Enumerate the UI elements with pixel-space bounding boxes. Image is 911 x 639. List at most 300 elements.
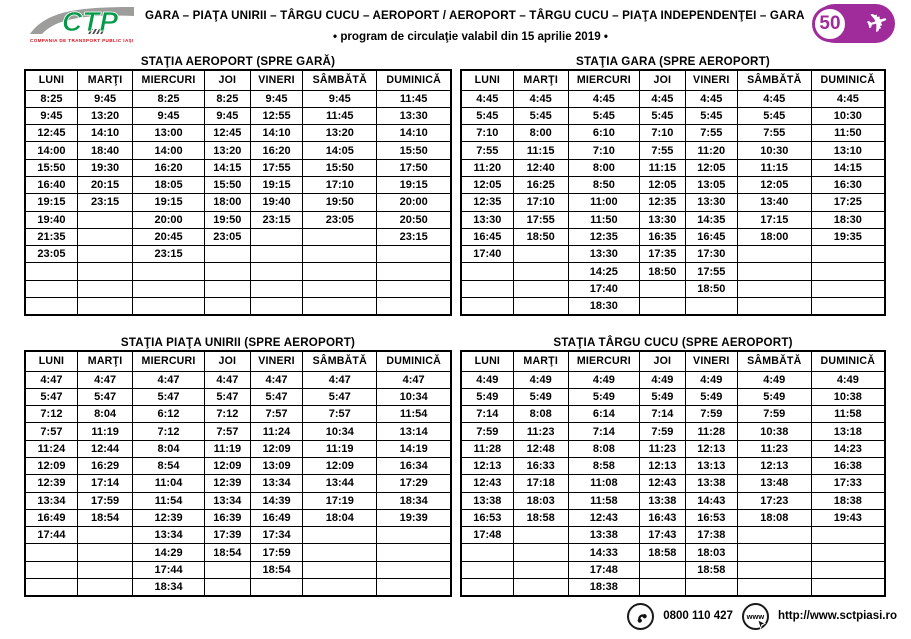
time-cell: 8:25 xyxy=(133,90,205,107)
time-cell: 7:55 xyxy=(737,125,811,142)
time-cell: 14:39 xyxy=(250,492,302,509)
table-row xyxy=(461,176,885,193)
table-row xyxy=(25,388,451,405)
day-header: DUMINICĂ xyxy=(377,351,451,371)
time-cell xyxy=(461,280,513,297)
time-cell: 7:12 xyxy=(204,406,250,423)
table-row xyxy=(25,90,451,107)
time-cell: 13:09 xyxy=(250,457,302,474)
table-row xyxy=(461,298,885,315)
contact-footer xyxy=(627,601,897,631)
time-cell: 5:45 xyxy=(461,107,513,124)
time-cell: 11:00 xyxy=(568,194,639,211)
time-cell xyxy=(737,280,811,297)
time-cell: 12:43 xyxy=(568,509,639,526)
time-cell xyxy=(303,298,377,315)
time-cell xyxy=(513,298,568,315)
time-cell xyxy=(204,298,250,315)
phone-icon xyxy=(627,603,654,630)
time-cell: 18:50 xyxy=(513,228,568,245)
time-cell: 11:04 xyxy=(133,475,205,492)
time-cell: 5:49 xyxy=(737,388,811,405)
time-cell: 7:59 xyxy=(685,406,737,423)
time-cell xyxy=(77,298,132,315)
time-cell: 23:05 xyxy=(204,228,250,245)
time-cell: 8:58 xyxy=(568,457,639,474)
day-header-row xyxy=(25,351,451,371)
time-cell: 14:19 xyxy=(377,440,451,457)
logo-subtext: COMPANIA DE TRANSPORT PUBLIC IAŞI xyxy=(30,38,134,43)
time-cell: 13:34 xyxy=(25,492,77,509)
time-cell xyxy=(513,544,568,561)
time-cell: 14:15 xyxy=(811,159,885,176)
time-cell: 13:38 xyxy=(568,527,639,544)
time-cell: 19:39 xyxy=(377,509,451,526)
time-cell xyxy=(77,211,132,228)
time-cell: 15:50 xyxy=(377,142,451,159)
time-cell: 18:00 xyxy=(737,228,811,245)
time-cell xyxy=(639,579,685,596)
logo-text: CTP xyxy=(62,6,118,37)
time-cell xyxy=(250,228,302,245)
time-cell: 19:40 xyxy=(25,211,77,228)
time-cell: 4:47 xyxy=(377,371,451,388)
time-cell: 16:25 xyxy=(513,176,568,193)
time-cell xyxy=(303,228,377,245)
time-cell: 19:43 xyxy=(811,509,885,526)
day-header: LUNI xyxy=(461,70,513,90)
time-cell: 12:40 xyxy=(513,159,568,176)
time-cell: 16:29 xyxy=(77,457,132,474)
time-cell: 11:45 xyxy=(303,107,377,124)
table-row xyxy=(25,246,451,263)
time-cell: 11:08 xyxy=(568,475,639,492)
day-header-row xyxy=(25,70,451,90)
time-cell: 13:18 xyxy=(811,423,885,440)
time-cell: 12:35 xyxy=(461,194,513,211)
time-cell xyxy=(303,579,377,596)
time-cell: 19:15 xyxy=(377,176,451,193)
time-cell xyxy=(737,544,811,561)
time-cell: 16:40 xyxy=(25,176,77,193)
time-cell xyxy=(513,263,568,280)
day-header: MARŢI xyxy=(77,351,132,371)
time-cell: 13:20 xyxy=(204,142,250,159)
time-cell: 12:43 xyxy=(639,475,685,492)
www-label: www xyxy=(746,611,765,621)
time-cell: 16:49 xyxy=(25,509,77,526)
time-cell: 17:34 xyxy=(250,527,302,544)
route-number: 50 xyxy=(812,6,848,42)
day-header-row xyxy=(461,70,885,90)
time-cell xyxy=(204,579,250,596)
time-cell: 13:05 xyxy=(685,176,737,193)
time-cell xyxy=(737,579,811,596)
time-cell: 16:20 xyxy=(133,159,205,176)
time-cell: 12:09 xyxy=(303,457,377,474)
table-row xyxy=(461,406,885,423)
day-header: VINERI xyxy=(250,70,302,90)
day-header: LUNI xyxy=(461,351,513,371)
time-cell: 5:45 xyxy=(568,107,639,124)
time-cell: 7:12 xyxy=(133,423,205,440)
time-cell xyxy=(303,561,377,578)
table-row xyxy=(25,159,451,176)
time-cell: 14:05 xyxy=(303,142,377,159)
time-cell xyxy=(461,298,513,315)
timetable-gara xyxy=(460,55,886,316)
time-cell xyxy=(303,544,377,561)
time-cell: 16:45 xyxy=(685,228,737,245)
time-cell: 12:45 xyxy=(25,125,77,142)
table-row xyxy=(461,492,885,509)
time-cell: 18:04 xyxy=(303,509,377,526)
time-cell: 11:50 xyxy=(811,125,885,142)
table-row xyxy=(25,125,451,142)
time-cell xyxy=(737,246,811,263)
time-cell: 19:50 xyxy=(204,211,250,228)
time-cell xyxy=(811,544,885,561)
time-cell xyxy=(133,280,205,297)
time-cell: 8:00 xyxy=(513,125,568,142)
time-cell: 5:47 xyxy=(133,388,205,405)
day-header: JOI xyxy=(639,70,685,90)
day-header: DUMINICĂ xyxy=(377,70,451,90)
table-row xyxy=(25,176,451,193)
time-cell: 12:05 xyxy=(639,176,685,193)
time-cell: 7:55 xyxy=(639,142,685,159)
time-cell: 4:47 xyxy=(250,371,302,388)
time-cell xyxy=(250,246,302,263)
time-cell: 14:00 xyxy=(133,142,205,159)
day-header: SÂMBĂTĂ xyxy=(737,70,811,90)
time-cell: 10:38 xyxy=(811,388,885,405)
time-cell: 6:12 xyxy=(133,406,205,423)
time-cell xyxy=(811,527,885,544)
day-header: MIERCURI xyxy=(568,351,639,371)
time-cell: 17:23 xyxy=(737,492,811,509)
time-cell: 11:54 xyxy=(133,492,205,509)
table-row xyxy=(461,561,885,578)
day-header: SÂMBĂTĂ xyxy=(303,351,377,371)
route-badge xyxy=(815,4,895,43)
time-cell: 4:47 xyxy=(204,371,250,388)
time-cell: 4:45 xyxy=(811,90,885,107)
timetable-table-aeroport xyxy=(24,69,452,316)
time-cell: 18:50 xyxy=(685,280,737,297)
time-cell xyxy=(811,561,885,578)
table-row xyxy=(25,194,451,211)
time-cell: 17:55 xyxy=(250,159,302,176)
time-cell xyxy=(204,263,250,280)
time-cell: 18:58 xyxy=(639,544,685,561)
time-cell: 16:38 xyxy=(811,457,885,474)
time-cell: 23:05 xyxy=(303,211,377,228)
time-cell xyxy=(461,544,513,561)
time-cell: 8:25 xyxy=(25,90,77,107)
time-cell: 4:49 xyxy=(737,371,811,388)
time-cell: 7:14 xyxy=(461,406,513,423)
time-cell: 5:45 xyxy=(639,107,685,124)
time-cell: 7:59 xyxy=(639,423,685,440)
time-cell: 8:08 xyxy=(568,440,639,457)
time-cell: 11:19 xyxy=(204,440,250,457)
time-cell: 12:05 xyxy=(685,159,737,176)
table-row xyxy=(461,90,885,107)
time-cell: 5:47 xyxy=(77,388,132,405)
time-cell: 19:15 xyxy=(25,194,77,211)
table-row xyxy=(25,423,451,440)
time-cell xyxy=(25,298,77,315)
time-cell xyxy=(513,527,568,544)
time-cell: 7:57 xyxy=(204,423,250,440)
time-cell: 16:53 xyxy=(685,509,737,526)
time-cell xyxy=(811,298,885,315)
time-cell: 18:54 xyxy=(250,561,302,578)
day-header: LUNI xyxy=(25,70,77,90)
time-cell xyxy=(133,263,205,280)
time-cell: 8:50 xyxy=(568,176,639,193)
time-cell: 6:10 xyxy=(568,125,639,142)
time-cell: 15:50 xyxy=(25,159,77,176)
time-cell: 4:49 xyxy=(513,371,568,388)
day-header: JOI xyxy=(639,351,685,371)
table-row xyxy=(25,371,451,388)
website-link[interactable]: http://www.sctpiasi.ro xyxy=(777,610,897,622)
day-header: MARŢI xyxy=(513,70,568,90)
time-cell: 7:10 xyxy=(461,125,513,142)
time-cell: 23:15 xyxy=(377,228,451,245)
ctp-logo xyxy=(28,3,136,47)
table-row xyxy=(25,492,451,509)
time-cell: 17:33 xyxy=(811,475,885,492)
time-cell: 14:25 xyxy=(568,263,639,280)
time-cell: 11:58 xyxy=(568,492,639,509)
header-titles xyxy=(145,9,805,43)
time-cell: 17:38 xyxy=(685,527,737,544)
time-cell: 17:55 xyxy=(685,263,737,280)
time-cell: 11:24 xyxy=(25,440,77,457)
time-cell: 9:45 xyxy=(204,107,250,124)
timetable-aeroport xyxy=(24,55,452,316)
time-cell xyxy=(77,263,132,280)
time-cell: 12:13 xyxy=(461,457,513,474)
time-cell: 4:47 xyxy=(77,371,132,388)
table-row xyxy=(25,509,451,526)
time-cell: 12:55 xyxy=(250,107,302,124)
time-cell: 8:25 xyxy=(204,90,250,107)
time-cell: 9:45 xyxy=(25,107,77,124)
table-row xyxy=(25,228,451,245)
time-cell: 13:34 xyxy=(250,475,302,492)
time-cell: 4:49 xyxy=(811,371,885,388)
table-row xyxy=(461,228,885,245)
time-cell: 14:10 xyxy=(377,125,451,142)
time-cell xyxy=(250,298,302,315)
day-header: MARŢI xyxy=(513,351,568,371)
table-row xyxy=(25,527,451,544)
time-cell: 12:39 xyxy=(25,475,77,492)
time-cell: 18:05 xyxy=(133,176,205,193)
timetable-title: STAŢIA GARA (SPRE AEROPORT) xyxy=(576,55,770,68)
time-cell: 7:14 xyxy=(568,423,639,440)
time-cell: 5:49 xyxy=(513,388,568,405)
time-cell: 11:45 xyxy=(377,90,451,107)
table-row xyxy=(25,440,451,457)
time-cell xyxy=(513,579,568,596)
time-cell: 5:45 xyxy=(737,107,811,124)
time-cell: 8:08 xyxy=(513,406,568,423)
time-cell: 11:19 xyxy=(303,440,377,457)
time-cell: 5:49 xyxy=(639,388,685,405)
page-header xyxy=(0,0,911,54)
time-cell xyxy=(513,280,568,297)
time-cell: 11:54 xyxy=(377,406,451,423)
time-cell: 16:35 xyxy=(639,228,685,245)
time-cell: 12:05 xyxy=(737,176,811,193)
time-cell: 5:45 xyxy=(513,107,568,124)
table-row xyxy=(25,544,451,561)
time-cell: 13:34 xyxy=(204,492,250,509)
time-cell xyxy=(639,298,685,315)
table-row xyxy=(461,125,885,142)
day-header: SÂMBĂTĂ xyxy=(737,351,811,371)
time-cell: 13:30 xyxy=(377,107,451,124)
time-cell: 23:15 xyxy=(250,211,302,228)
day-header: MIERCURI xyxy=(133,70,205,90)
table-row xyxy=(461,194,885,211)
time-cell: 13:14 xyxy=(377,423,451,440)
time-cell xyxy=(25,544,77,561)
table-row xyxy=(461,475,885,492)
time-cell: 17:40 xyxy=(568,280,639,297)
time-cell xyxy=(77,228,132,245)
time-cell: 8:54 xyxy=(133,457,205,474)
time-cell: 14:43 xyxy=(685,492,737,509)
timetable-table-targu-cucu xyxy=(460,350,886,597)
time-cell: 9:45 xyxy=(133,107,205,124)
time-cell xyxy=(377,246,451,263)
day-header: DUMINICĂ xyxy=(811,70,885,90)
time-cell: 4:47 xyxy=(25,371,77,388)
time-cell: 8:04 xyxy=(77,406,132,423)
time-cell: 19:15 xyxy=(133,194,205,211)
time-cell: 12:09 xyxy=(25,457,77,474)
table-row xyxy=(461,423,885,440)
time-cell: 8:00 xyxy=(568,159,639,176)
time-cell: 5:45 xyxy=(685,107,737,124)
time-cell xyxy=(811,579,885,596)
day-header-row xyxy=(461,351,885,371)
time-cell: 4:49 xyxy=(461,371,513,388)
time-cell xyxy=(377,280,451,297)
time-cell: 17:39 xyxy=(204,527,250,544)
time-cell: 14:10 xyxy=(77,125,132,142)
time-cell: 15:50 xyxy=(204,176,250,193)
timetable-title: STAŢIA TÂRGU CUCU (SPRE AEROPORT) xyxy=(553,336,793,349)
time-cell: 18:58 xyxy=(685,561,737,578)
time-cell: 12:44 xyxy=(77,440,132,457)
time-cell: 16:33 xyxy=(513,457,568,474)
time-cell: 14:35 xyxy=(685,211,737,228)
day-header: DUMINICĂ xyxy=(811,351,885,371)
table-row xyxy=(25,263,451,280)
time-cell: 18:00 xyxy=(204,194,250,211)
time-cell: 20:15 xyxy=(77,176,132,193)
time-cell: 5:49 xyxy=(568,388,639,405)
time-cell: 18:38 xyxy=(568,579,639,596)
table-row xyxy=(461,388,885,405)
table-row xyxy=(461,246,885,263)
table-row xyxy=(461,263,885,280)
time-cell: 11:15 xyxy=(737,159,811,176)
day-header: SÂMBĂTĂ xyxy=(303,70,377,90)
time-cell: 13:00 xyxy=(133,125,205,142)
time-cell xyxy=(377,263,451,280)
timetable-table-gara xyxy=(460,69,886,316)
time-cell: 20:00 xyxy=(377,194,451,211)
table-row xyxy=(25,211,451,228)
time-cell: 7:10 xyxy=(639,125,685,142)
time-cell: 23:15 xyxy=(133,246,205,263)
time-cell: 19:30 xyxy=(77,159,132,176)
time-cell: 17:18 xyxy=(513,475,568,492)
time-cell: 10:30 xyxy=(811,107,885,124)
time-cell: 11:24 xyxy=(250,423,302,440)
day-header: MIERCURI xyxy=(568,70,639,90)
time-cell: 18:03 xyxy=(513,492,568,509)
time-cell: 12:13 xyxy=(685,440,737,457)
time-cell: 18:54 xyxy=(204,544,250,561)
table-row xyxy=(25,457,451,474)
time-cell xyxy=(461,561,513,578)
time-cell: 14:33 xyxy=(568,544,639,561)
time-cell: 10:38 xyxy=(737,423,811,440)
time-cell xyxy=(685,298,737,315)
time-cell: 4:49 xyxy=(685,371,737,388)
time-cell: 18:30 xyxy=(568,298,639,315)
time-cell xyxy=(204,280,250,297)
time-cell: 17:19 xyxy=(303,492,377,509)
time-cell xyxy=(303,280,377,297)
time-cell: 7:12 xyxy=(25,406,77,423)
time-cell xyxy=(25,579,77,596)
time-cell: 12:09 xyxy=(250,440,302,457)
time-cell: 17:48 xyxy=(568,561,639,578)
time-cell: 5:47 xyxy=(25,388,77,405)
time-cell xyxy=(77,246,132,263)
time-cell: 17:44 xyxy=(133,561,205,578)
time-cell xyxy=(377,544,451,561)
time-cell: 5:47 xyxy=(204,388,250,405)
time-cell: 17:10 xyxy=(303,176,377,193)
ctp-logo-graphic xyxy=(28,3,136,47)
table-row xyxy=(461,457,885,474)
time-cell: 7:55 xyxy=(461,142,513,159)
time-cell: 4:45 xyxy=(461,90,513,107)
time-cell: 18:50 xyxy=(639,263,685,280)
time-cell: 18:03 xyxy=(685,544,737,561)
time-cell: 9:45 xyxy=(77,90,132,107)
table-row xyxy=(25,298,451,315)
time-cell: 4:45 xyxy=(639,90,685,107)
time-cell: 13:20 xyxy=(77,107,132,124)
time-cell: 13:20 xyxy=(303,125,377,142)
time-cell: 23:15 xyxy=(77,194,132,211)
time-cell: 12:13 xyxy=(737,457,811,474)
time-cell xyxy=(303,263,377,280)
day-header: MIERCURI xyxy=(133,351,205,371)
